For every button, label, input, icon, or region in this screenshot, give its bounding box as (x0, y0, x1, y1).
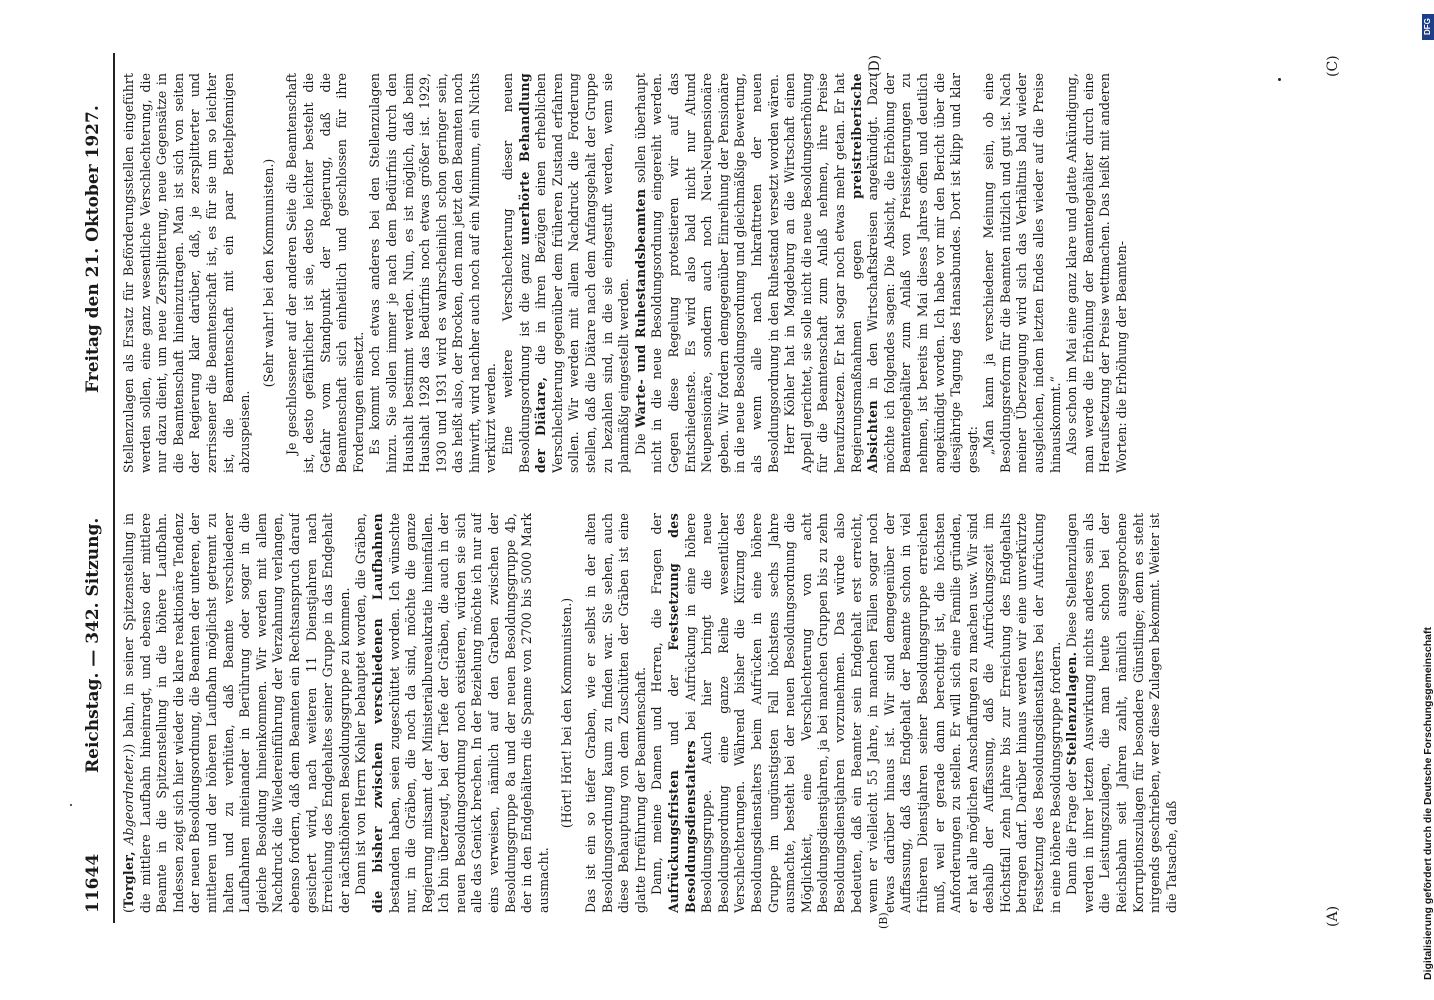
margin-mark-a: (A) (1325, 905, 1341, 927)
paragraph (353, 513, 552, 913)
paragraph: Es kommt noch etwas anderes bei den Stellenzulagen hinzu. Sie sollen immer je nach dem Bedürfnis durch den Haushalt bestimmt werden. Nun, es ist möglich, daß beim Haushalt 1928 das Bedürfnis noch etwas größer ist. 1929, 1930 und 1931 wird es wahrscheinlich schon geringer sein, das heißt also, der Brocken, den man jetzt den Beamten noch hinwirft, wird nachher auch noch auf ein Minimum, ein Nichts verkürzt werden. (367, 73, 499, 473)
paragraph (633, 73, 782, 473)
emphasis: die bisher zwischen verschiedenen Laufbahnen (369, 513, 385, 913)
margin-mark-d: (D) (867, 54, 883, 77)
paragraph-text: Diese Stellenzulagen werden in ihrer letzten Auswirkung nichts anderes sein als die Leistungszulagen, die man heute schon bei der Reichsbahn seit Jahren zahlt, nämlich ausgesprochene Korruptionszulagen für besondere Günstlinge; denn es steht nirgends geschrieben, wer diese Zulagen bekommt. Weiter ist die Tatsache, daß (1064, 513, 1179, 913)
emphasis: preistreiberische Absichten (848, 73, 881, 473)
paragraph (649, 513, 1064, 913)
left-column (121, 513, 1357, 913)
emphasis: Warte- und Ruhestandsbeamten (632, 188, 648, 428)
paragraph-text: die in ihren Bezügen einen erheblichen Verschlechterung gegenüber dem früheren Zustand erfahren sollen. Wir werden mit allem Nachdruck die Forderung stellen, daß die Diätare nach dem Anfangsgehalt der Gruppe zu bezahlen sind, in die sie eingestuft werden, wenn sie planmäßig eingestellt werden. (533, 73, 632, 473)
paragraph: (Torgler, Abgeordneter.)) bahn, in seiner Spitzenstellung in die mittlere Laufbahn hineinragt, und ebenso der mittlere Beamte in die Spitzenstellung in die höhere Laufbahn. Indessen zeigt sich hier wieder die klare reaktionäre Tendenz der neuen Besoldungsordnung, die Beamten der unteren, der mittleren und der höheren Laufbahn möglichst getrennt zu halten und zu verhüten, daß Beamte verschiedener Laufbahnen miteinander in Berührung oder sogar in die gleiche Besoldung hineinkommen. Wir werden mit allem Nachdruck die Wiedereinführung der Verzahnung verlangen, ebenso fordern, daß dem Beamten ein Rechtsanspruch darauf gesichert wird, nach weiteren 11 Dienstjahren nach Erreichung des Endgehaltes seiner Gruppe in das Endgehalt der nächsthöheren Besoldungsgruppe zu kommen. (121, 513, 352, 913)
paragraph-text: Die (632, 433, 648, 455)
header-rule (113, 53, 115, 923)
paragraph-text: bei Aufrückung in eine höhere Besoldungsgruppe. Auch hier bringt die neue Besoldungsordnung eine ganze Reihe wesentlicher Verschlechterungen. Während bisher die Kürzung des Besoldungsdienstalters beim Aufrücken in eine höhere Gruppe im ungünstigsten Fall höchstens sechs Jahre ausmachte, besteht bei der neuen Besoldungsordnung die Möglichkeit, eine Verschlechterung von acht Besoldungsdienstjahren, ja bei manchen Gruppen bis zu zehn Besoldungsdienstjahren vorzunehmen. Das würde also bedeuten, daß ein Beamter sein Endgehalt erst erreicht, wenn er vielleicht 55 Jahre, in manchen Fällen sogar noch etwas darüber hinaus ist. Wir sind demgegenüber der Auffassung, daß das Endgehalt der Beamte schon in viel früheren Dienstjahren seiner Besoldungsgruppe erreichen muß, weil er gerade dann berechtigt ist, die höchsten Anforderungen zu stellen. Er will sich eine Familie gründen, er hat alle möglichen Anschaffungen zu machen usw. Wir sind deshalb der Auffassung, daß die Aufrückungszeit im Höchstfall zehn Jahre bis zur Erreichung des Endgehalts betragen darf. Darüber hinaus werden wir eine unverkürzte Festsetzung des Besoldungsdienstalters bei der Aufrückung in eine höhere Besoldungsgruppe fordern. (682, 513, 1063, 913)
session-title: Reichstag. — 342. Sitzung. (83, 517, 103, 773)
digitization-credit (1422, 8, 1434, 992)
margin-mark-b: (B) (877, 912, 890, 929)
margin-mark-c: (C) (1325, 55, 1341, 77)
emphasis: Festsetzung des Besoldungsdienstalters (666, 513, 698, 913)
paragraph-text: Eine weitere Verschlechterung dieser neuen Besoldungsordnung ist die ganz (500, 73, 532, 473)
paragraph-text: bestanden haben, seien zugeschüttet worden. Ich wünschte nur, in die Gräben, die noch da sind, möchte die ganze Regierung mitsamt der Ministerialbureaukratie hineinfallen. Ich bin überzeugt, bei der Tiefe der Gräben, die auch in der neuen Besoldungsordnung noch existieren, würden sie sich alle das Genick brechen. In der Beziehung möchte ich nur auf eins verweisen, nämlich auf den Graben zwischen der Besoldungsgruppe 8a und der neuen Besoldungsgruppe 4b, der in den Endgehältern die Spanne von 2700 bis 5000 Mark ausmacht. (386, 513, 551, 913)
paragraph-text: in den Wirtschaftskreisen angekündigt. Dazu möchte ich folgendes sagen: Die Absicht, die Erhöhung der Beamtengehälter zum Anlaß von Preissteigerungen zu nehmen, ist bereits im Mai dieses Jahres offen und deutlich angekündigt worden. Ich habe vor mir den Bericht über die diesjährige Tagung des Hansabundes. Dort ist klipp und klar gesagt: (865, 73, 980, 473)
paragraph: Je geschlossener auf der anderen Seite die Beamtenschaft ist, desto gefährlicher ist sie, desto leichter besteht die Gefahr vom Standpunkt der Regierung, daß die Beamtenschaft sich einheitlich und geschlossen für ihre Forderungen einsetzt. (284, 73, 366, 473)
emphasis: Aufrückungsfristen (666, 769, 681, 913)
right-column (121, 73, 1357, 473)
paragraph-text: Dann die Frage der (1064, 769, 1080, 895)
quotation: „Man kann ja verschiedener Meinung sein, ob eine Besoldungsreform für die Beamten nützlich und gut ist. Nach meiner Überzeugung wird sich das Verhältnis bald wieder ausgleichen, indem letzten Endes alles wieder auf die Preise hinauskommt.“ (981, 73, 1063, 473)
speaker-role: Abgeordneter.) (121, 748, 136, 845)
scanned-page (77, 53, 1367, 929)
session-date: Freitag den 21. Oktober 1927. (83, 105, 103, 393)
paragraph-text: Herr Köhler hat in Magdeburg an die Wirtschaft einen Appell gerichtet, sie solle nicht die neue Besoldungserhöhung für die Beamtenschaft zum Anlaß nehmen, ihre Preise heraufzusetzen. Er hat sogar noch etwas mehr getan. Er hat Regierungsmaßnahmen gegen (782, 73, 864, 473)
dfg-logo: DFG (1422, 14, 1434, 40)
paragraph: Also schon im Mai eine ganz klare und glatte Ankündigung, man werde die Erhöhung der Beamtengehälter durch eine Heraufsetzung der Preise wettmachen. Das heißt mit anderen Worten: die Erhöhung der Beamten- (1064, 73, 1130, 473)
interjection: (Sehr wahr! bei den Kommunisten.) (260, 158, 276, 388)
paragraph (782, 73, 981, 473)
paragraph-text: bahn, in seiner Spitzenstellung in die mittlere Laufbahn hineinragt, und ebenso der mittlere Beamte in die Spitzenstellung in die höhere Laufbahn. Indessen zeigt sich hier wieder die klare reaktionäre Tendenz der neuen Besoldungsordnung, die Beamten der unteren, der mittleren und der höheren Laufbahn möglichst getrennt zu halten und zu verhüten, daß Beamte verschiedener Laufbahnen miteinander in Berührung oder sogar in die gleiche Besoldung hineinkommen. Wir werden mit allem Nachdruck die Wiedereinführung der Verzahnung verlangen, ebenso fordern, daß dem Beamten ein Rechtsanspruch darauf gesichert wird, nach weiteren 11 Dienstjahren nach Erreichung des Endgehaltes seiner Gruppe in das Endgehalt der nächsthöheren Besoldungsgruppe zu kommen. (121, 513, 352, 913)
paragraph-text: Dann, meine Damen und Herren, die Fragen der (649, 513, 665, 895)
scan-speck (1278, 78, 1281, 81)
paragraph-text: sollen überhaupt nicht in die neue Besoldungsordnung eingereiht werden. Gegen diese Regelung protestieren wir auf das Entschiedenste. Es wird also bald nicht nur Altund Neupensionäre, sondern auch noch Neu-Neupensionäre geben. Wir fordern demgegenüber Einreihung der Pensionäre in die neue Besoldungsordnung und gleichmäßige Bewertung, als wenn alle nach Inkrafttreten der neuen Besoldungsordnung in den Ruhestand versetzt worden wären. (632, 73, 781, 473)
paragraph (500, 73, 633, 473)
paragraph: Das ist ein so tiefer Graben, wie er selbst in der alten Besoldungsordnung kaum zu finden war. Sie sehen, auch diese Behauptung von dem Zuschütten der Gräben ist eine glatte Irreführung der Beamtenschaft. (583, 513, 648, 913)
scan-speck (70, 804, 72, 806)
page-number: 11644 (83, 853, 103, 913)
credit-text: Digitalisierung gefördert durch die Deutsche Forschungsgemeinschaft (1422, 627, 1434, 980)
rotated-document-page (77, 53, 1367, 929)
speaker-name: Torgler, (121, 851, 136, 909)
emphasis: Stellenzulagen. (1064, 651, 1080, 766)
paragraph: Stellenzulagen als Ersatz für Beförderungsstellen eingeführt werden sollen, eine ganz wesentliche Verschlechterung, die nur dazu dient, um neue Zersplitterung, neue Gegensätze in die Beamtenschaft hineinzutragen. Man ist sich von seiten der Regierung klar darüber, daß, je zersplitterter und zerrissener die Beamtenschaft ist, es für sie um so leichter ist, die Beamtenschaft mit ein paar Bettelpfennigen abzuspeisen. (121, 73, 253, 473)
page-header (77, 53, 111, 923)
interjection: (Hört! Hört! bei den Kommunisten.) (559, 597, 575, 829)
paragraph-text: und der (666, 675, 681, 746)
paragraph-text: Dann ist von Herrn Kohler behauptet worden, die Gräben, (353, 513, 369, 895)
emphasis: unerhörte Behandlung der Diätare, (516, 73, 549, 473)
paragraph (1064, 513, 1180, 913)
